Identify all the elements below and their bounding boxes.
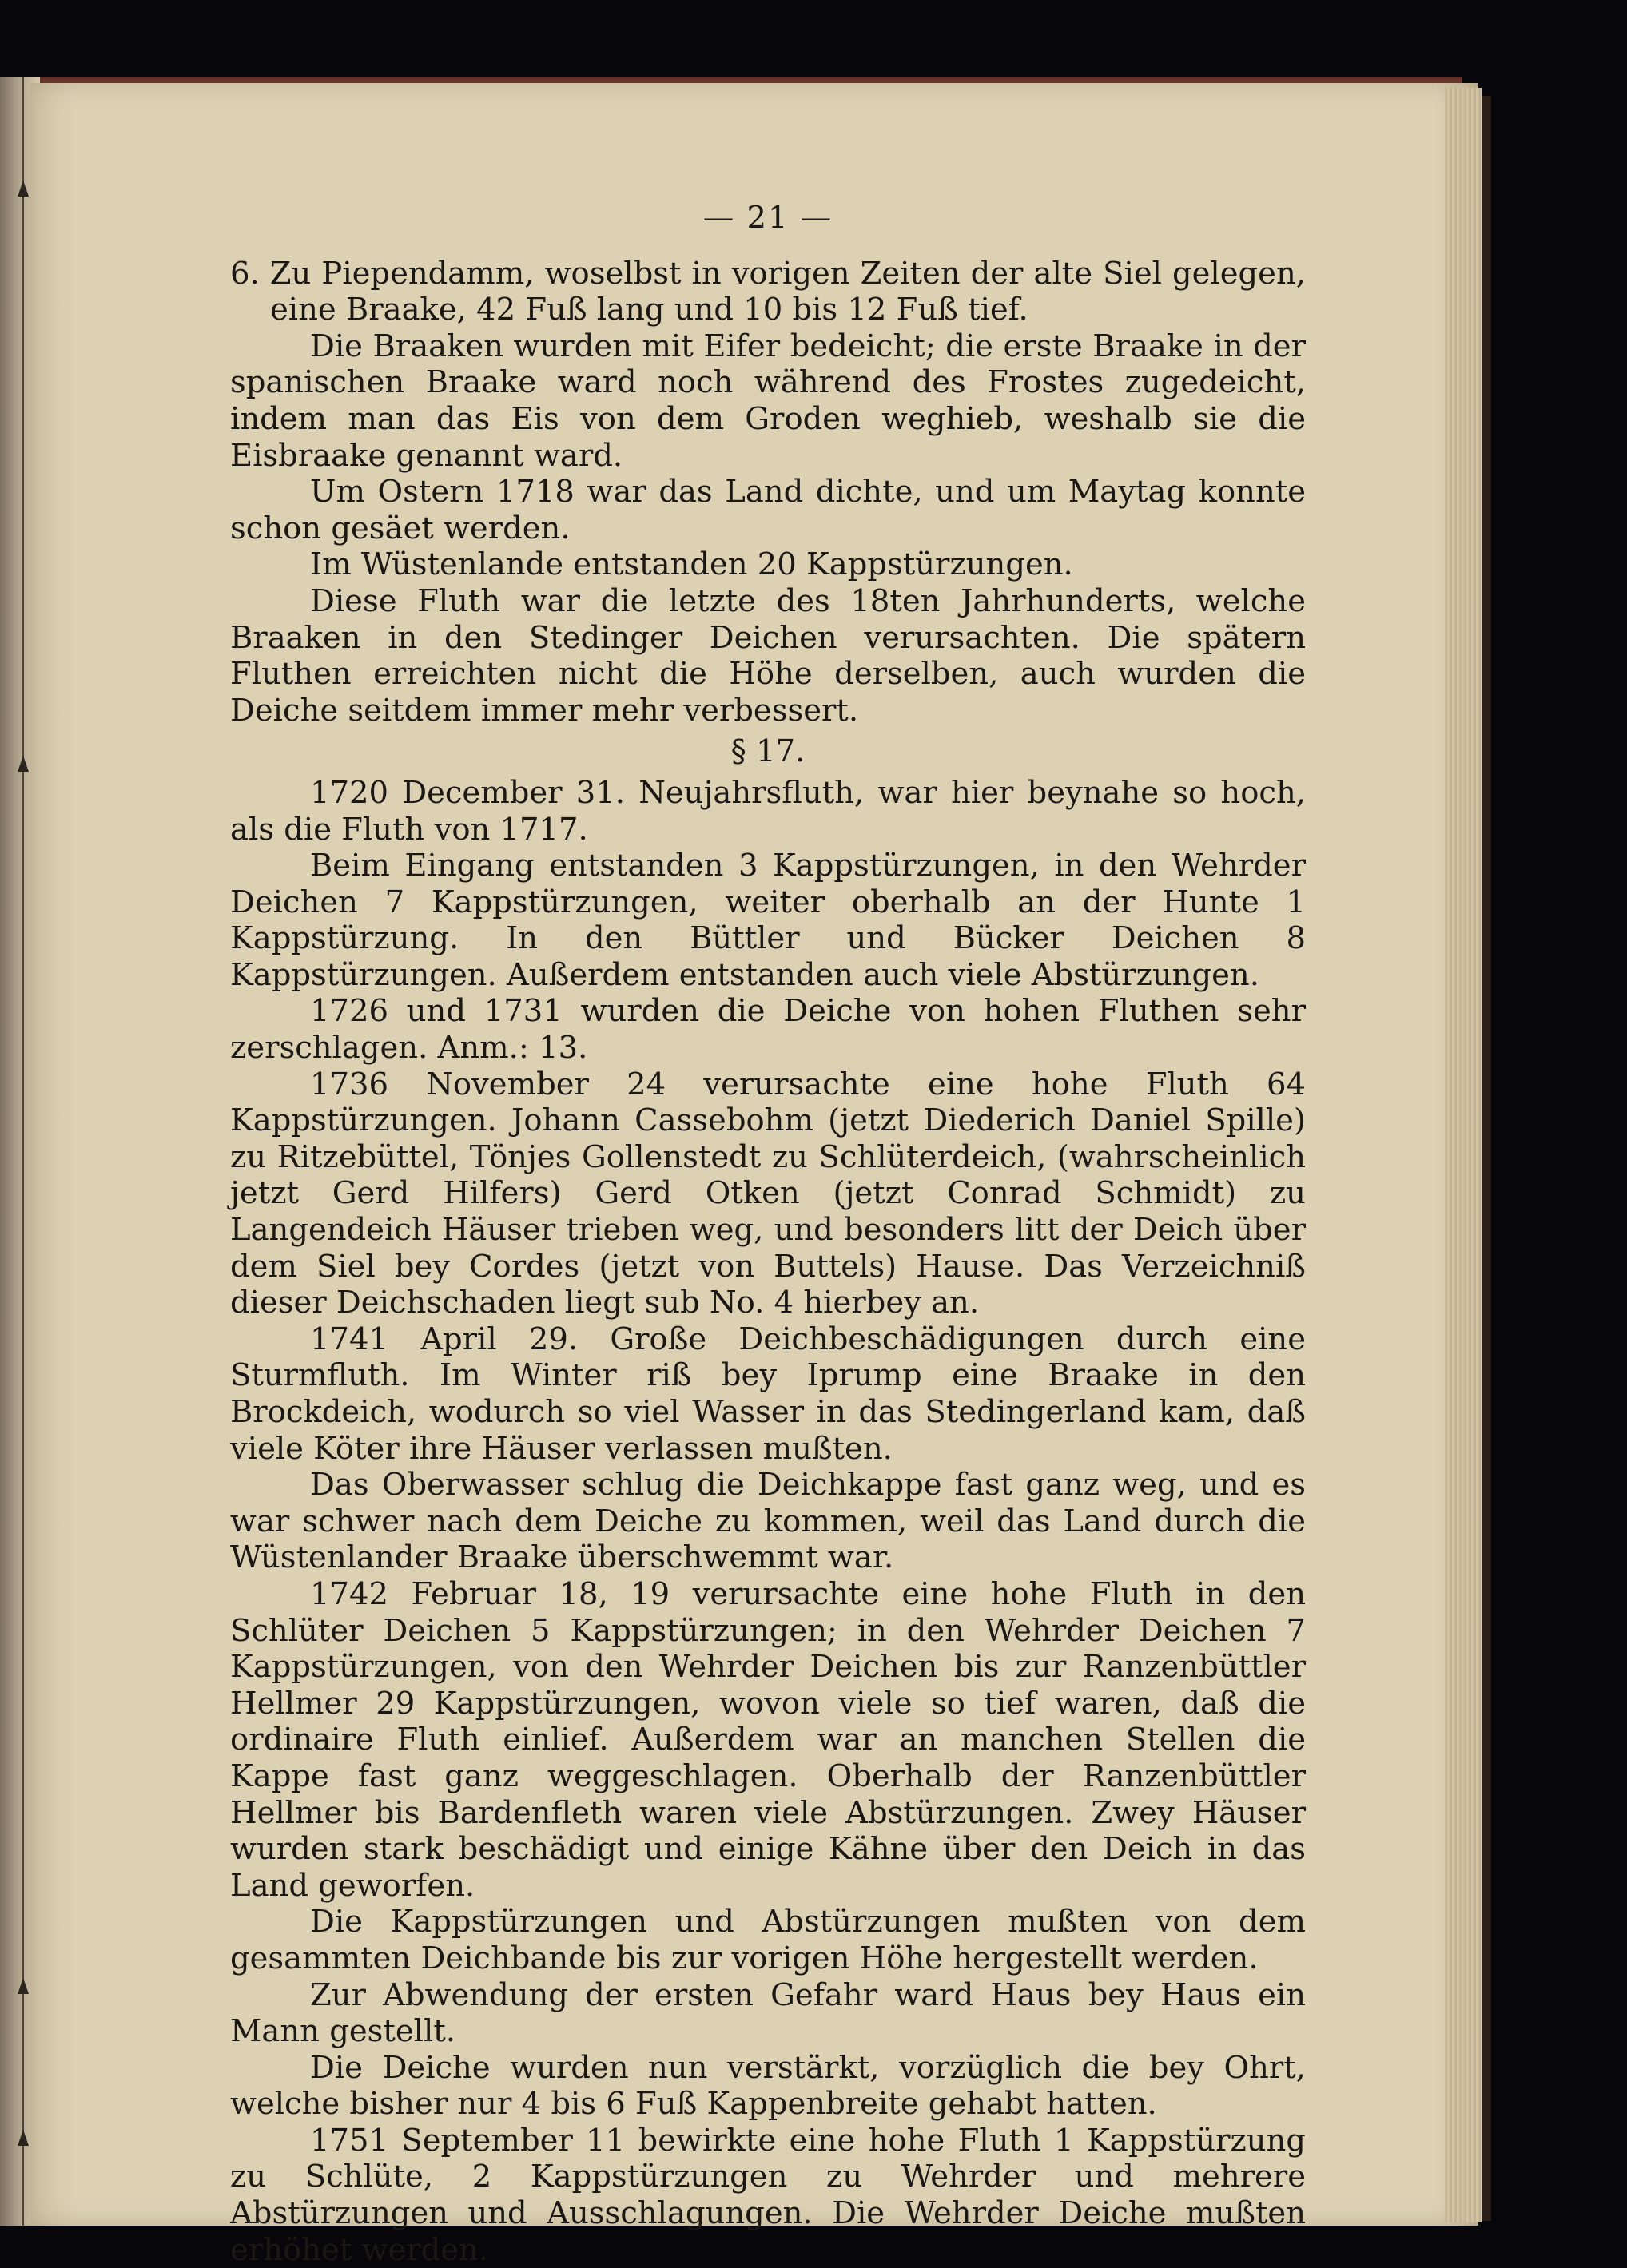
paragraph: 1720 December 31. Neujahrsfluth, war hier beynahe so hoch, als die Fluth von 1717.	[230, 774, 1306, 848]
paragraph: Im Wüstenlande entstanden 20 Kappstürzungen.	[310, 546, 1073, 583]
paragraph-item-6: 6. Zu Piependamm, woselbst in vorigen Zeiten der alte Siel gelegen, eine Braake, 42 Fuß lang und 10 bis 12 Fuß tief.	[230, 255, 1306, 328]
paragraph: Zur Abwendung der ersten Gefahr ward Haus bey Haus ein Mann gestellt.	[230, 1976, 1306, 2050]
paragraph: Um Ostern 1718 war das Land dichte, und um Maytag konnte schon gesäet werden.	[230, 474, 1306, 546]
paragraph: 1741 April 29. Große Deichbeschädigungen durch eine Sturmfluth. Im Winter riß bey Iprump eine Braake in den Brockdeich, wodurch so viel Wasser in das Stedingerland kam, daß viele Köter ihre Häuser verlassen mußten.	[230, 1321, 1306, 1467]
page-text	[230, 200, 1306, 2268]
paragraph: Die Kappstürzungen und Abstürzungen mußten von dem gesammten Deichbande bis zur vorigen Höhe hergestellt werden.	[230, 1904, 1306, 1976]
paragraph: Die Braaken wurden mit Eifer bedeicht; die erste Braake in der spanischen Braake ward noch während des Frostes zugedeicht, indem man das Eis von dem Groden weghieb, weshalb sie die Eisbraake genannt ward.	[230, 328, 1306, 474]
section-heading: § 17.	[730, 733, 806, 770]
page-number: — 21 —	[702, 200, 833, 236]
paragraph: 1726 und 1731 wurden die Deiche von hohen Fluthen sehr zerschlagen. Anm.: 13.	[230, 993, 1306, 1066]
paragraph: 1736 November 24 verursachte eine hohe Fluth 64 Kappstürzungen. Johann Cassebohm (jetzt Diederich Daniel Spille) zu Ritzebüttel, Tönjes Gollenstedt zu Schlüterdeich, (wahrscheinlich jetzt Gerd Hilfers) Gerd Otken (jetzt Conrad Schmidt) zu Langendeich Häuser trieben weg, und besonders litt der Deich über dem Siel bey Cordes (jetzt von Buttels) Hause. Das Verzeichniß dieser Deichschaden liegt sub No. 4 hierbey an.	[230, 1066, 1306, 1321]
paragraph: 1751 September 11 bewirkte eine hohe Fluth 1 Kappstürzung zu Schlüte, 2 Kappstürzungen zu Wehrder und mehrere Abstürzungen und Ausschlagungen. Die Wehrder Deiche mußten erhöhet werden.	[230, 2122, 1306, 2268]
paragraph: Beim Eingang entstanden 3 Kappstürzungen, in den Wehrder Deichen 7 Kappstürzungen, weiter oberhalb an der Hunte 1 Kappstürzung. In den Büttler und Bücker Deichen 8 Kappstürzungen. Außerdem entstanden auch viele Abstürzungen.	[230, 848, 1306, 993]
paragraph: Die Deiche wurden nun verstärkt, vorzüglich die bey Ohrt, welche bisher nur 4 bis 6 Fuß Kappenbreite gehabt hatten.	[230, 2049, 1306, 2123]
paragraph: 1742 Februar 18, 19 verursachte eine hohe Fluth in den Schlüter Deichen 5 Kappstürzungen; in den Wehrder Deichen 7 Kappstürzungen, von den Wehrder Deichen bis zur Ranzenbüttler Hellmer 29 Kappstürzungen, wovon viele so tief waren, daß die ordinaire Fluth einlief. Außerdem war an manchen Stellen die Kappe fast ganz weggeschlagen. Oberhalb der Ranzenbüttler Hellmer bis Bardenfleth waren viele Abstürzungen. Zwey Häuser wurden stark beschädigt und einige Kähne über den Deich in das Land geworfen.	[230, 1575, 1306, 1904]
page-stack-edge	[1445, 88, 1482, 2222]
edge-marks	[16, 77, 30, 2226]
paragraph: Das Oberwasser schlug die Deichkappe fast ganz weg, und es war schwer nach dem Deiche zu kommen, weil das Land durch die Wüstenlander Braake überschwemmt war.	[230, 1467, 1306, 1576]
book-cover-edge	[1480, 96, 1491, 2221]
paragraph: Diese Fluth war die letzte des 18ten Jahrhunderts, welche Braaken in den Stedinger Deichen verursachten. Die spätern Fluthen erreichten nicht die Höhe derselben, auch wurden die Deiche seitdem immer mehr verbessert.	[230, 582, 1306, 729]
